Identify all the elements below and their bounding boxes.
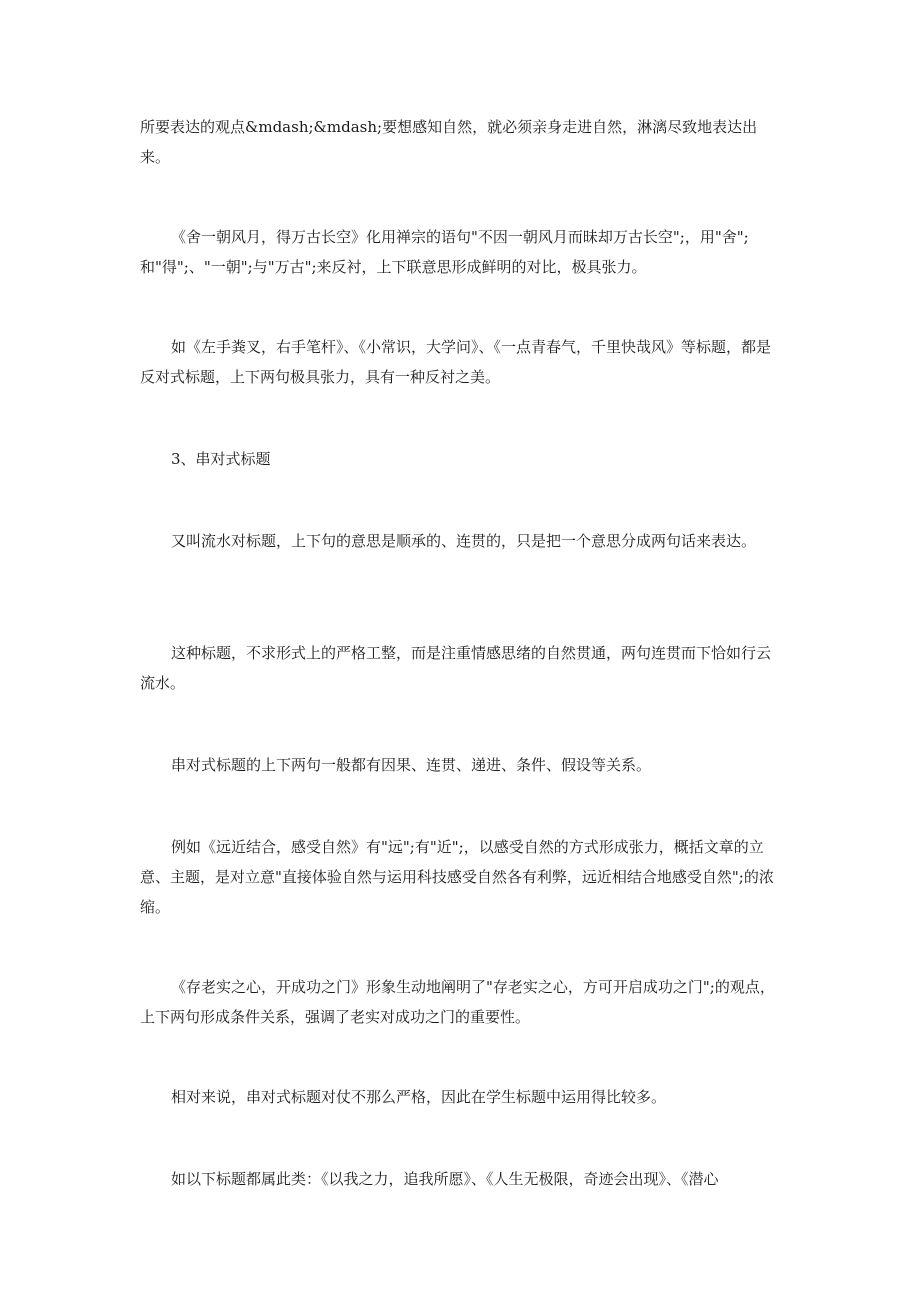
paragraph-relations: 串对式标题的上下两句一般都有因果、连贯、递进、条件、假设等关系。 [171, 756, 652, 774]
paragraph-usage: 相对来说，串对式标题对仗不那么严格，因此在学生标题中运用得比较多。 [171, 1088, 667, 1106]
paragraph-continuation: 所要表达的观点&mdash;&mdash;要想感知自然，就必须亲身走进自然，淋漓尽致地表达出来。 [140, 118, 758, 166]
paragraph-definition: 又叫流水对标题，上下句的意思是顺承的、连贯的，只是把一个意思分成两句话来表达。 [171, 532, 757, 550]
section-heading-chuandui: 3、串对式标题 [171, 450, 271, 468]
paragraph-example-laoshi: 《存老实之心，开成功之门》形象生动地阐明了"存老实之心，方可开启成功之门";的观点，上下两句形成条件关系，强调了老实对成功之门的重要性。 [140, 978, 775, 1026]
paragraph-example-yuanjin: 例如《远近结合，感受自然》有"远";有"近";，以感受自然的方式形成张力，概括文章的立意、主题，是对立意"直接体验自然与运用科技感受自然各有利弊，远近相结合地感受自然";的浓缩。 [140, 838, 774, 916]
paragraph-examples-list: 如以下标题都属此类：《以我之力，追我所愿》、《人生无极限，奇迹会出现》、《潜心 [171, 1170, 719, 1188]
paragraph-examples-contrast: 如《左手粪叉，右手笔杆》、《小常识，大学问》、《一点青春气，千里快哉风》等标题，都是反对式标题，上下两句极具张力，具有一种反衬之美。 [140, 338, 772, 386]
paragraph-characteristics: 这种标题，不求形式上的严格工整，而是注重情感思绪的自然贯通，两句连贯而下恰如行云流水。 [140, 644, 772, 692]
paragraph-example-shechao: 《舍一朝风月，得万古长空》化用禅宗的语句"不因一朝风月而昧却万古长空";，用"舍";和"得";、"一朝";与"万古";来反衬，上下联意思形成鲜明的对比，极具张力。 [140, 228, 749, 276]
